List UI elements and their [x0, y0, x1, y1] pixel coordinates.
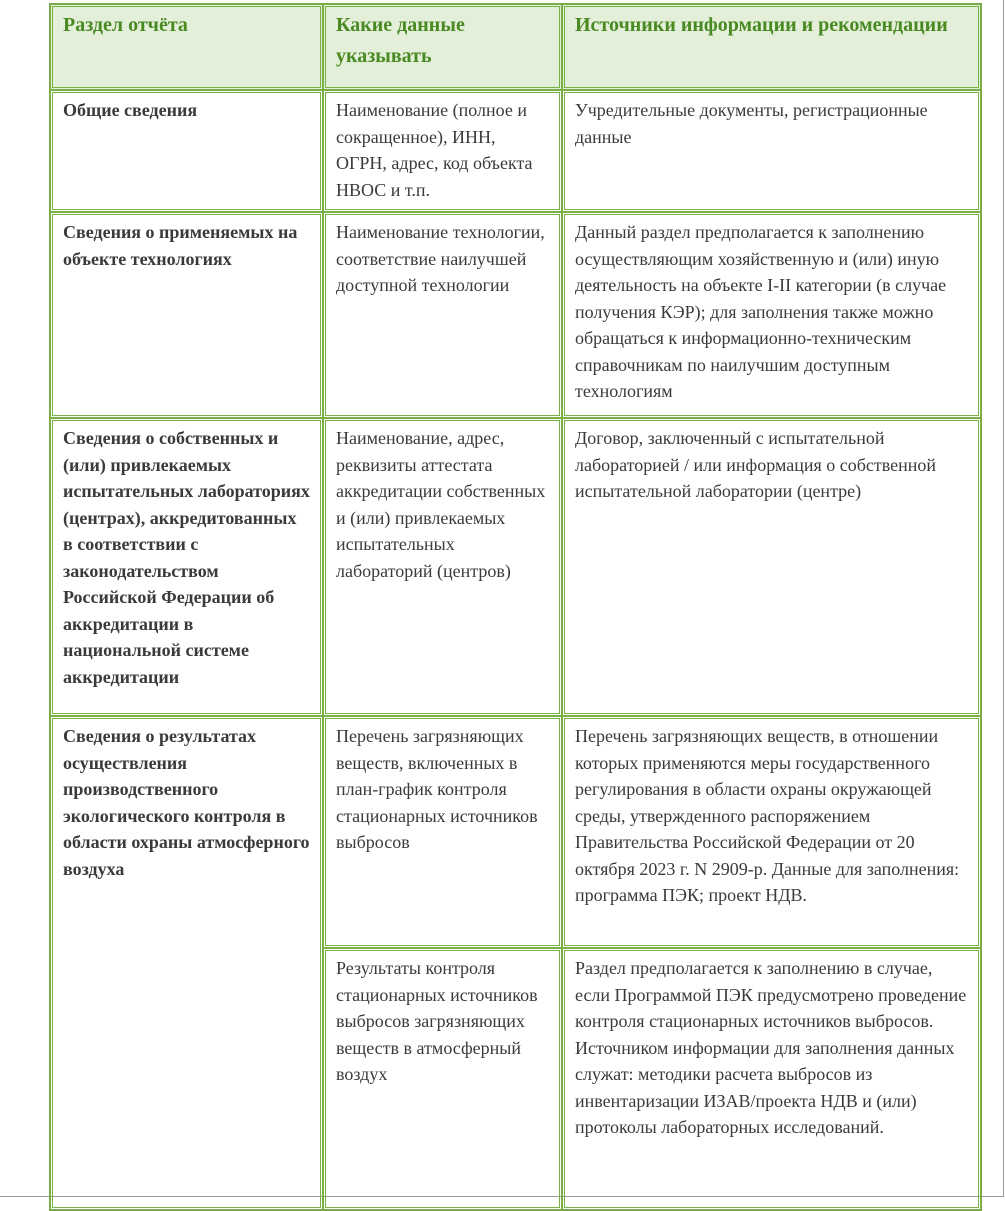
report-table [49, 3, 982, 1211]
sources-cell: Перечень загрязняющих веществ, в отношении которых применяются меры государственного регулирования в области охраны окружающей среды, утвержденного распоряжением Правительства Российской Федерации от 20 октября 2023 г. N 2909-р. Данные для заполнения: программа ПЭК; проект НДВ. [562, 716, 981, 948]
data-cell: Перечень загрязняющих веществ, включенных в план-график контроля стационарных источников выбросов [323, 716, 562, 948]
table-row [50, 418, 981, 716]
data-cell: Наименование технологии, соответствие наилучшей доступной технологии [323, 212, 562, 418]
section-cell: Сведения о собственных и (или) привлекаемых испытательных лабораториях (центрах), аккредитованных в соответствии с законодательством Российской Федерации об аккредитации в национальной системе аккредитации [50, 418, 323, 716]
section-cell: Общие сведения [50, 90, 323, 212]
sources-cell: Данный раздел предполагается к заполнению осуществляющим хозяйственную и (или) иную деятельность на объекте I-II категории (в случае получения КЭР); для заполнения также можно обращаться к информационно-техническим справочникам по наилучшим доступным технологиям [562, 212, 981, 418]
header-data: Какие данные указывать [323, 4, 562, 90]
table-row [50, 212, 981, 418]
sources-cell: Учредительные документы, регистрационные данные [562, 90, 981, 212]
table-header-row [50, 4, 981, 90]
data-cell: Наименование, адрес, реквизиты аттестата аккредитации собственных и (или) привлекаемых испытательных лабораторий (центров) [323, 418, 562, 716]
header-section: Раздел отчёта [50, 4, 323, 90]
section-cell: Сведения о результатах осуществления производственного экологического контроля в области охраны атмосферного воздуха [50, 716, 323, 1210]
table-row [50, 90, 981, 212]
data-cell: Наименование (полное и сокращенное), ИНН, ОГРН, адрес, код объекта НВОС и т.п. [323, 90, 562, 212]
table-row [50, 716, 981, 948]
data-cell: Результаты контроля стационарных источников выбросов загрязняющих веществ в атмосферный воздух [323, 948, 562, 1210]
header-sources: Источники информации и рекомендации [562, 4, 981, 90]
sources-cell: Договор, заключенный с испытательной лабораторией / или информация о собственной испытательной лаборатории (центре) [562, 418, 981, 716]
section-cell: Сведения о применяемых на объекте технологиях [50, 212, 323, 418]
sources-cell: Раздел предполагается к заполнению в случае, если Программой ПЭК предусмотрено проведение контроля стационарных источников выбросов. Источником информации для заполнения данных служат: методики расчета выбросов из инвентаризации ИЗАВ/проекта НДВ и (или) протоколы лабораторных исследований. [562, 948, 981, 1210]
